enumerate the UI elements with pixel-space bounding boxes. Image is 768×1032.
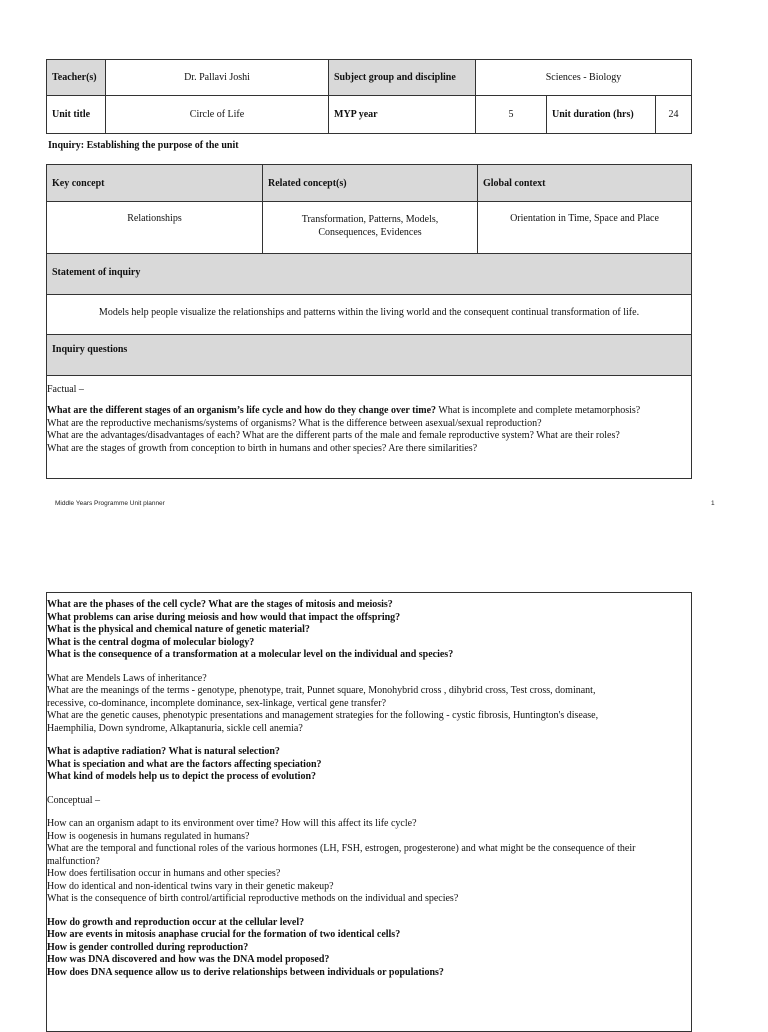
factual-question-1 (47, 405, 640, 418)
related-concepts-line-1: Transformation, Patterns, Models, (301, 214, 439, 225)
question-line: What kind of models help us to depict the process of evolution? (47, 771, 317, 782)
concepts-value-row (47, 202, 692, 254)
question-line: What is the physical and chemical nature of genetic material? (47, 624, 310, 635)
factual-questions-list (47, 418, 620, 456)
question-line: What is speciation and what are the factors affecting speciation? (47, 758, 322, 770)
concepts-table (46, 164, 692, 254)
question-line: What are Mendels Laws of inheritance? (47, 672, 207, 684)
question-line: How is oogenesis in humans regulated in humans? (47, 830, 250, 842)
question-line: How can an organism adapt to its environment over time? How will this affect its life cycle? (47, 818, 417, 829)
myp-year-value: 5 (476, 96, 547, 134)
teacher-value: Dr. Pallavi Joshi (106, 60, 329, 96)
global-context-value: Orientation in Time, Space and Place (478, 202, 692, 254)
question-line: What are the phases of the cell cycle? What are the stages of mitosis and meiosis? (47, 599, 393, 610)
question-line: What is the consequence of a transformation at a molecular level on the individual and species? (47, 649, 454, 660)
question-line: Haemphilia, Down syndrome, Alkaptanuria, sickle cell anemia? (47, 722, 303, 734)
factual-question: What are the reproductive mechanisms/systems of organisms? What is the difference between asexual/sexual reproduction? (47, 417, 542, 429)
question-line: malfunction? (47, 855, 100, 867)
teacher-label: Teacher(s) (47, 60, 106, 96)
related-concepts-label: Related concept(s) (263, 165, 478, 202)
inquiry-questions-label: Inquiry questions (46, 334, 692, 376)
factual-question-1-bold: What are the different stages of an organism’s life cycle and how do they change over time? (47, 405, 437, 416)
related-concepts-value (263, 202, 478, 254)
page-number: 1 (711, 500, 715, 507)
unit-title-label: Unit title (47, 96, 106, 134)
question-line: What are the temporal and functional roles of the various hormones (LH, FSH, estrogen, progesterone) and what might be the consequence of their (47, 843, 636, 854)
question-line: How are events in mitosis anaphase crucial for the formation of two identical cells? (47, 929, 401, 940)
inquiry-questions-continued (46, 592, 692, 1032)
unit-header-table (46, 59, 692, 134)
header-row-1 (47, 60, 692, 96)
myp-year-label: MYP year (329, 96, 476, 134)
question-line: What is the consequence of birth control/artificial reproductive methods on the individual and species? (47, 893, 459, 904)
question-line: How is gender controlled during reproduction? (47, 941, 249, 953)
question-line: recessive, co-dominance, incomplete dominance, sex-linkage, vertical gene transfer? (47, 697, 387, 709)
subject-value: Sciences - Biology (476, 60, 692, 96)
related-concepts-line-2: Consequences, Evidences (318, 227, 422, 238)
question-line: What are the meanings of the terms - genotype, phenotype, trait, Punnet square, Monohybrid cross , dihybrid cross, Test cross, dominant, (47, 685, 596, 696)
question-line: What is adaptive radiation? What is natural selection? (47, 746, 280, 757)
factual-label: Factual – (47, 384, 84, 395)
unit-title-value: Circle of Life (106, 96, 329, 134)
conceptual-label: Conceptual – (47, 794, 101, 806)
factual-question: What are the stages of growth from conception to birth in humans and other species? Are there similarities? (47, 442, 478, 454)
factual-question-1-rest: What is incomplete and complete metamorphosis? (436, 405, 641, 416)
statement-of-inquiry-text: Models help people visualize the relationships and patterns within the living world and the consequent continual transformation of life. (46, 294, 692, 335)
concepts-header-row (47, 165, 692, 202)
question-line: What are the genetic causes, phenotypic presentations and management strategies for the following - cystic fibrosis, Huntington's disease, (47, 710, 599, 721)
question-line: What problems can arise during meiosis and how would that impact the offspring? (47, 611, 401, 623)
duration-value: 24 (656, 96, 692, 134)
footer-title: Middle Years Programme Unit planner (55, 500, 165, 507)
global-context-label: Global context (478, 165, 692, 202)
question-line: How does fertilisation occur in humans and other species? (47, 868, 281, 879)
factual-question: What are the advantages/disadvantages of each? What are the different parts of the male and female reproductive system? What are their roles? (47, 430, 620, 441)
inquiry-questions-box (46, 375, 692, 479)
header-row-2 (47, 96, 692, 134)
subject-label: Subject group and discipline (329, 60, 476, 96)
key-concept-label: Key concept (47, 165, 263, 202)
question-line: How do growth and reproduction occur at the cellular level? (47, 916, 305, 928)
question-line: How does DNA sequence allow us to derive relationships between individuals or populations? (47, 966, 444, 978)
question-line: What is the central dogma of molecular biology? (47, 636, 255, 648)
question-block-cell (47, 599, 635, 979)
key-concept-value: Relationships (47, 202, 263, 254)
statement-of-inquiry-label: Statement of inquiry (46, 253, 692, 295)
question-line: How was DNA discovered and how was the DNA model proposed? (47, 954, 330, 965)
duration-label: Unit duration (hrs) (547, 96, 656, 134)
question-line: How do identical and non-identical twins vary in their genetic makeup? (47, 880, 334, 892)
inquiry-heading: Inquiry: Establishing the purpose of the unit (48, 140, 239, 151)
